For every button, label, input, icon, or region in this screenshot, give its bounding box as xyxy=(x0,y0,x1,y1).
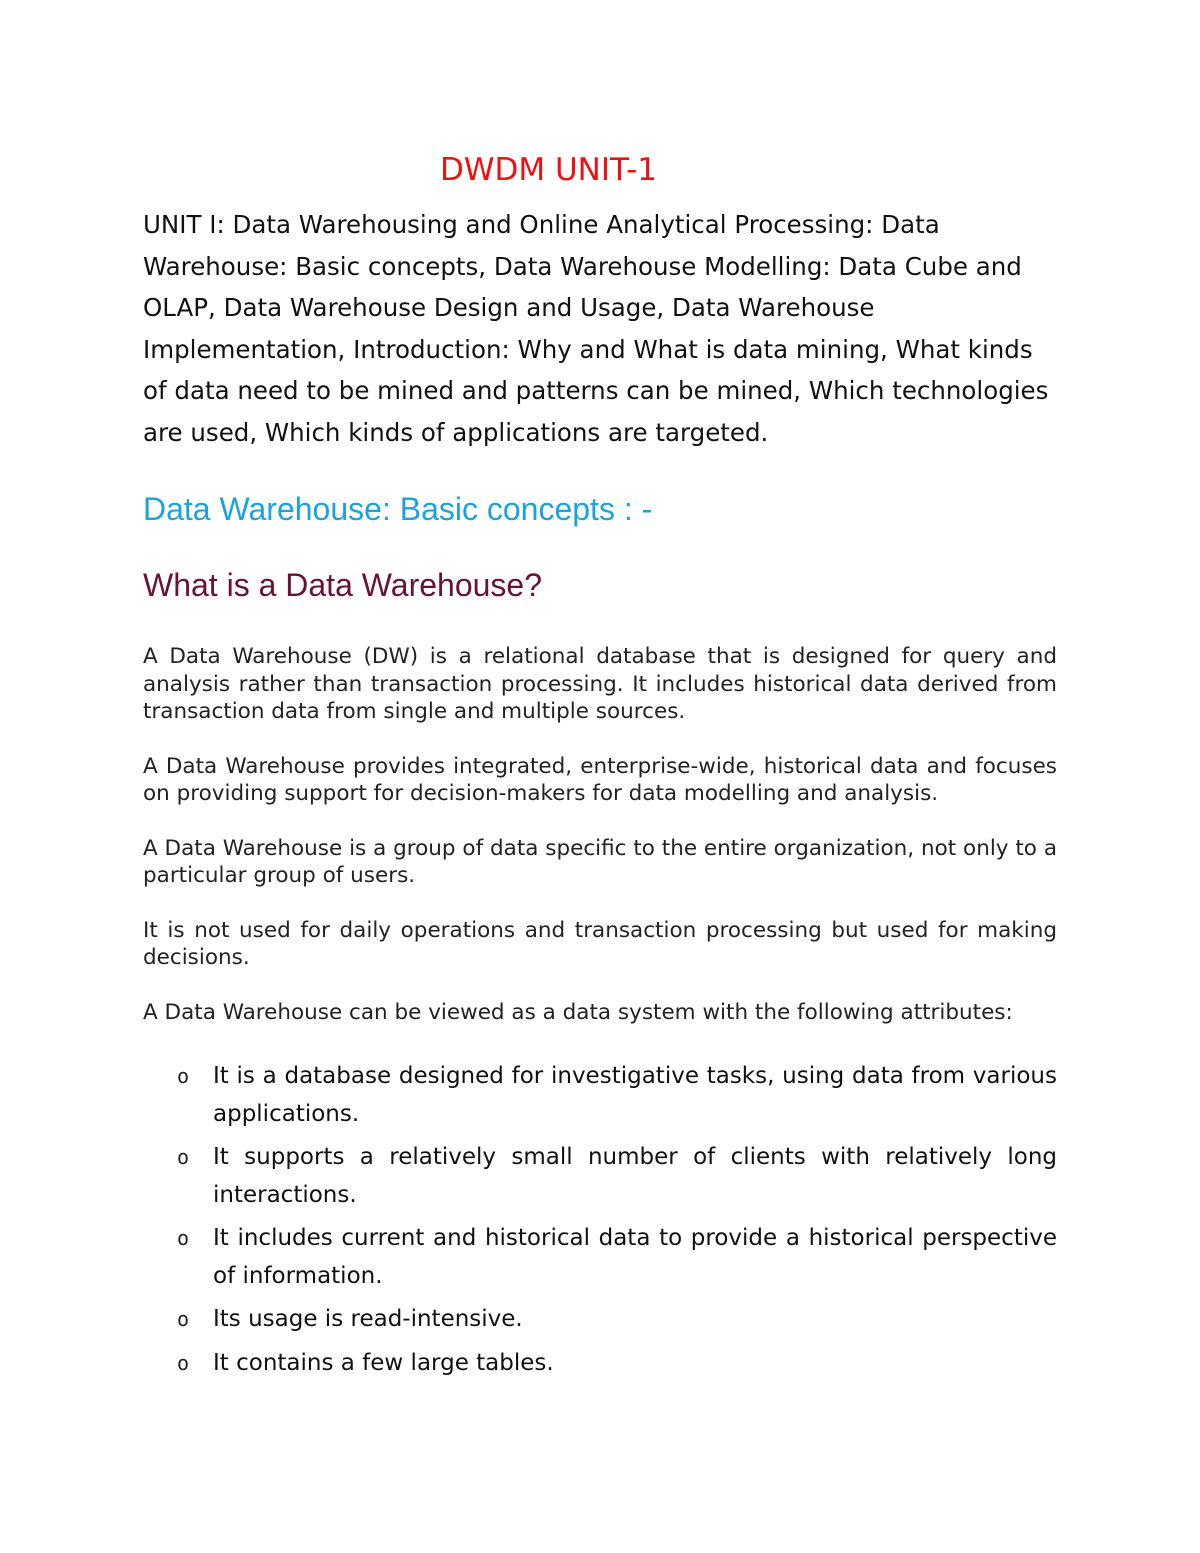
bullet-circle-icon: o xyxy=(177,1350,190,1375)
bullet-circle-icon: o xyxy=(177,1064,190,1088)
list-item-text: It supports a relatively small number of clients with relatively long interactions. xyxy=(213,1144,1057,1208)
paragraph-integrated-data: A Data Warehouse provides integrated, enterprise-wide, historical data and focuses on providing support for decision-makers for data modelling and analysis. xyxy=(143,753,1057,806)
bullet-circle-icon: o xyxy=(177,1145,190,1169)
list-item-text: It includes current and historical data to provide a historical perspective of information. xyxy=(213,1225,1057,1289)
paragraph-definition: A Data Warehouse (DW) is a relational database that is designed for query and analysis rather than transaction processing. It includes historical data derived from transaction data from single and multiple sources. xyxy=(143,644,1057,724)
paragraph-attributes-intro: A Data Warehouse can be viewed as a data system with the following attributes: xyxy=(143,999,1013,1025)
list-item xyxy=(143,1139,1057,1214)
syllabus-text: UNIT I: Data Warehousing and Online Analytical Processing: Data Warehouse: Basic concepts, Data Warehouse Modelling: Data Cube and OLAP, Data Warehouse Design and Usage, Data Warehouse Implementation, Introduction: Why and What is data mining, What kinds of data need to be mined and patterns can be mined, Which technologies are used, Which kinds of applications are targeted. xyxy=(143,210,1049,447)
list-item-text: It contains a few large tables. xyxy=(213,1349,554,1376)
section-heading: Data Warehouse: Basic concepts : - xyxy=(143,491,653,527)
bullet-circle-icon: o xyxy=(177,1307,190,1331)
list-item xyxy=(143,1220,1057,1295)
list-item-text: Its usage is read-intensive. xyxy=(213,1306,523,1332)
document-title: DWDM UNIT-1 xyxy=(440,152,658,188)
bullet-circle-icon: o xyxy=(177,1226,190,1250)
list-item xyxy=(143,1345,1057,1383)
list-item-text: It is a database designed for investigative tasks, using data from various applications. xyxy=(213,1063,1057,1127)
attributes-list xyxy=(143,1058,1057,1382)
subsection-heading: What is a Data Warehouse? xyxy=(143,567,542,603)
page-content xyxy=(143,148,1057,1388)
paragraph-organization-scope: A Data Warehouse is a group of data specific to the entire organization, not only to a particular group of users. xyxy=(143,835,1057,888)
paragraph-decision-use: It is not used for daily operations and transaction processing but used for making decisions. xyxy=(143,917,1057,970)
list-item xyxy=(143,1058,1057,1133)
list-item xyxy=(143,1301,1057,1339)
